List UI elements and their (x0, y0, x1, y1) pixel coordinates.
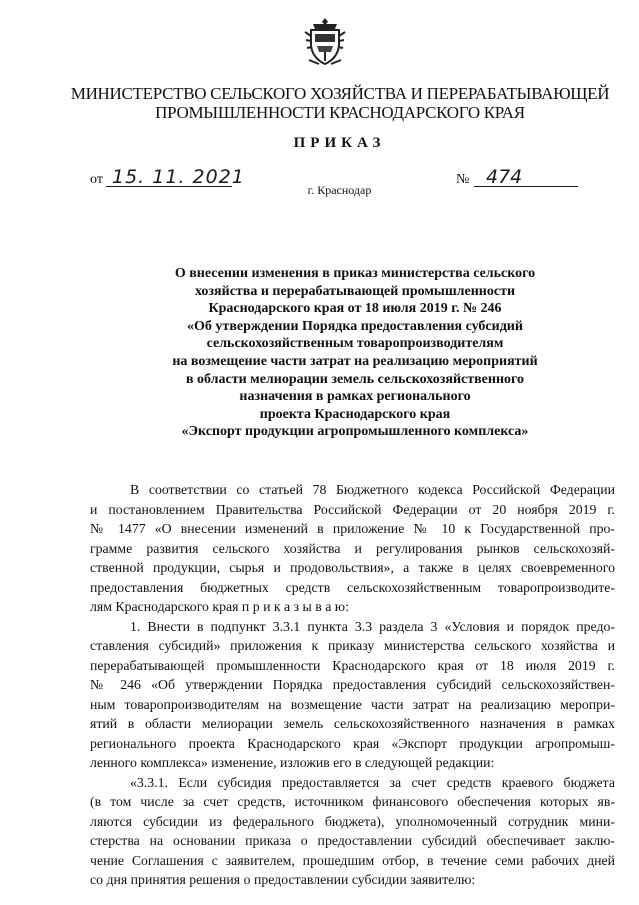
body-line: ным товаропроизводителям на возмещение части затрат на реализацию меропри- (90, 696, 615, 712)
body-line: чение Соглашения с заявителем, прошедшим отбор, в течение семи рабочих дней (90, 852, 615, 868)
body-line: перерабатывающей промышленности Краснодарского края от 18 июля 2019 г. (90, 657, 615, 673)
ministry-name (60, 84, 620, 122)
title-line: в области мелиорации земель сельскохозяйственного (185, 371, 525, 387)
ministry-name-line-1: МИНИСТЕРСТВО СЕЛЬСКОГО ХОЗЯЙСТВА И ПЕРЕРАБАТЫВАЮЩЕЙ (70, 84, 610, 103)
title-line: «Об утверждении Порядка предоставления субсидий (187, 318, 523, 334)
body-line: со дня принятия решения о предоставлении субсидии заявителю: (90, 872, 476, 887)
order-title (120, 265, 590, 441)
body-line: № 246 «Об утверждении Порядка предоставления субсидий сельскохозяйствен- (90, 677, 615, 692)
body-line: регионального проекта Краснодарского края «Экспорт продукции агропромыш- (90, 735, 615, 751)
body-line: «3.3.1. Если субсидия предоставляется за счет средств краевого бюджета (130, 774, 615, 790)
number-prefix: № (456, 172, 470, 187)
ministry-name-line-2: ПРОМЫШЛЕННОСТИ КРАСНОДАРСКОГО КРАЯ (155, 103, 525, 122)
krasnodar-coat-of-arms-icon (303, 16, 347, 68)
body-line: лям Краснодарского края п р и к а з ы в а ю: (90, 599, 349, 614)
title-line: О внесении изменения в приказ министерства сельского (174, 266, 536, 281)
city-label: г. Краснодар (307, 183, 372, 197)
title-line: на возмещение части затрат на реализацию мероприятий (172, 353, 538, 369)
body-line: грамме развития сельского хозяйства и регулирования рынков сельскохозяй- (90, 540, 615, 556)
body-line: № 1477 «О внесении изменений в приложение № 10 к Государственной про- (90, 521, 615, 536)
body-line: стерства на основании приказа о предоставлении субсидий обеспечивает заклю- (90, 833, 615, 848)
document-type-heading: ПРИКАЗ (293, 135, 386, 151)
body-line: ляются субсидии из федерального бюджета), уполномоченный сотрудник мини- (90, 813, 615, 829)
body-line: (в том числе за счет средств, источником финансового обеспечения которых яв- (90, 794, 615, 809)
title-line: назначения в рамках регионального (239, 389, 471, 405)
body-line: ленного комплекса» изменение, изложив его в следующей редакции: (90, 755, 495, 770)
body-line: ственной продукции, сырья и продовольствия», а также в целях своевременного (90, 560, 615, 575)
handwritten-number: 474 (486, 166, 523, 188)
body-line: и постановлением Правительства Российской Федерации от 20 ноября 2019 г. (90, 501, 615, 517)
date-prefix: от (90, 172, 103, 187)
title-line: хозяйства и перерабатывающей промышленности (194, 283, 516, 299)
title-line: Краснодарского края от 18 июля 2019 г. № 246 (208, 301, 502, 317)
body-line: В соответствии со статьей 78 Бюджетного кодекса Российской Федерации (130, 482, 615, 497)
title-line: проекта Краснодарского края (259, 406, 451, 422)
order-body (90, 480, 615, 890)
body-line: предоставления бюджетных средств сельскохозяйственным товаропроизводите- (90, 579, 615, 595)
title-line: «Экспорт продукции агропромышленного комплекса» (181, 424, 529, 440)
handwritten-date: 15. 11. 2021 (112, 166, 245, 188)
body-line: ятий в области мелиорации земель сельскохозяйственного назначения в рамках (90, 716, 615, 731)
body-line: 1. Внести в подпункт 3.3.1 пункта 3.3 раздела 3 «Условия и порядок предо- (130, 618, 615, 634)
title-line: сельскохозяйственным товаропроизводителям (206, 336, 504, 352)
body-line: ставления субсидий» приложения к приказу министерства сельского хозяйства и (90, 638, 615, 653)
